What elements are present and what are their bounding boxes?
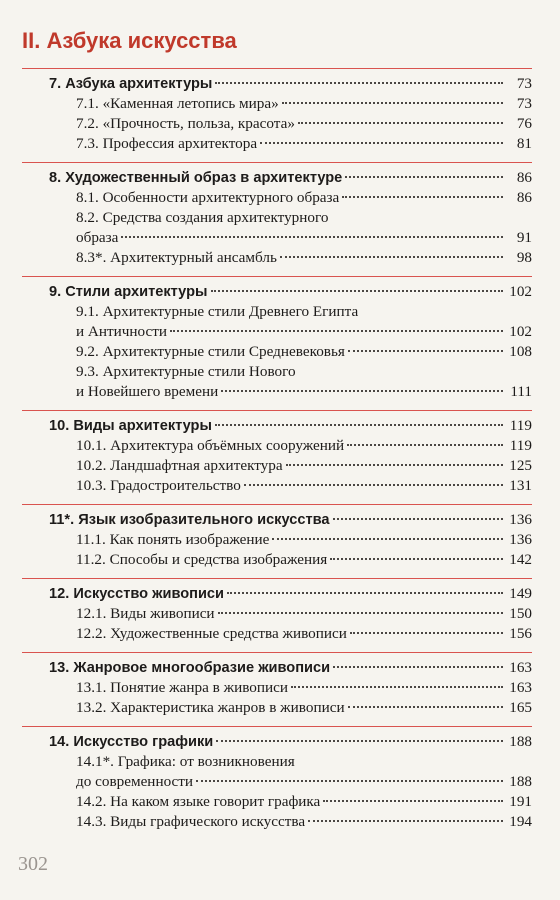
leader-dots	[350, 632, 503, 634]
chapter-block	[22, 578, 532, 652]
section-page: 191	[509, 793, 532, 810]
section-entry	[22, 812, 532, 832]
table-of-contents	[22, 68, 532, 840]
section-title: 10.1. Архитектура объёмных сооружений	[76, 437, 345, 454]
leader-dots	[215, 82, 503, 84]
chapter-title: 8. Художественный образ в архитектуре	[49, 170, 343, 186]
leader-dots	[227, 592, 503, 594]
chapter-entry	[22, 416, 532, 436]
section-entry	[22, 322, 532, 342]
chapter-entry	[22, 168, 532, 188]
leader-dots	[215, 424, 503, 426]
chapter-entry	[22, 658, 532, 678]
chapter-page: 86	[516, 169, 532, 186]
section-title: 11.2. Способы и средства изображения	[76, 551, 328, 568]
leader-dots	[216, 740, 503, 742]
chapter-page: 149	[509, 585, 532, 602]
leader-dots	[280, 256, 503, 258]
section-entry	[22, 530, 532, 550]
section-page: 86	[516, 189, 532, 206]
section-page: 73	[516, 95, 532, 112]
section-page: 188	[509, 773, 532, 790]
leader-dots	[298, 122, 503, 124]
chapter-title: 10. Виды архитектуры	[49, 418, 212, 434]
leader-dots	[348, 706, 503, 708]
chapter-title: 12. Искусство живописи	[49, 586, 225, 602]
section-title: 14.3. Виды графического искусства	[76, 813, 306, 830]
section-page: 98	[516, 249, 532, 266]
section-title-line: 8.2. Средства создания архитектурного	[76, 209, 329, 226]
section-page: 111	[510, 383, 532, 400]
leader-dots	[333, 666, 503, 668]
chapter-block	[22, 726, 532, 840]
chapter-page: 102	[509, 283, 532, 300]
chapter-entry	[22, 732, 532, 752]
section-title-line: 14.1*. Графика: от возникновения	[76, 753, 295, 770]
chapter-page: 163	[509, 659, 532, 676]
section-title: до современности	[76, 773, 194, 790]
chapter-title: 9. Стили архитектуры	[49, 284, 208, 300]
section-entry	[22, 604, 532, 624]
chapter-block	[22, 410, 532, 504]
leader-dots	[282, 102, 503, 104]
section-title: 7.2. «Прочность, польза, красота»	[76, 115, 295, 132]
section-title: 12.2. Художественные средства живописи	[76, 625, 347, 642]
section-title: и Античности	[76, 323, 168, 340]
section-page: 119	[509, 437, 532, 454]
section-entry	[22, 436, 532, 456]
section-page: 131	[509, 477, 532, 494]
section-page: 165	[509, 699, 532, 716]
section-entry	[22, 792, 532, 812]
section-page: 150	[509, 605, 532, 622]
leader-dots	[342, 196, 503, 198]
section-page: 136	[509, 531, 532, 548]
section-entry	[22, 698, 532, 718]
section-page: 91	[516, 229, 532, 246]
section-entry	[22, 382, 532, 402]
section-page: 108	[509, 343, 532, 360]
section-entry	[22, 772, 532, 792]
chapter-page: 73	[516, 75, 532, 92]
section-title: 7.3. Профессия архитектора	[76, 135, 258, 152]
section-page: 125	[509, 457, 532, 474]
section-title: 8.3*. Архитектурный ансамбль	[76, 249, 277, 266]
section-page: 194	[509, 813, 532, 830]
section-title: 7.1. «Каменная летопись мира»	[76, 95, 279, 112]
section-entry	[22, 228, 532, 248]
part-title: II. Азбука искусства	[22, 28, 237, 53]
section-title: 11.1. Как понять изображение	[76, 531, 270, 548]
chapter-entry	[22, 510, 532, 530]
section-entry	[22, 248, 532, 268]
leader-dots	[211, 290, 504, 292]
leader-dots	[347, 444, 503, 446]
leader-dots	[308, 820, 503, 822]
chapter-page: 119	[509, 417, 532, 434]
leader-dots	[260, 142, 503, 144]
leader-dots	[323, 800, 503, 802]
leader-dots	[330, 558, 503, 560]
section-title: образа	[76, 229, 119, 246]
chapter-title: 14. Искусство графики	[49, 734, 214, 750]
section-entry	[22, 342, 532, 362]
leader-dots	[196, 780, 503, 782]
section-page: 163	[509, 679, 532, 696]
section-title: и Новейшего времени	[76, 383, 219, 400]
section-entry	[22, 678, 532, 698]
leader-dots	[218, 612, 503, 614]
section-title: 13.1. Понятие жанра в живописи	[76, 679, 289, 696]
section-page: 142	[509, 551, 532, 568]
section-entry	[22, 476, 532, 496]
chapter-title: 7. Азбука архитектуры	[49, 76, 213, 92]
chapter-block	[22, 162, 532, 276]
section-title: 14.2. На каком языке говорит графика	[76, 793, 321, 810]
page-number: 302	[18, 853, 48, 875]
leader-dots	[221, 390, 503, 392]
section-entry	[22, 188, 532, 208]
chapter-page: 188	[509, 733, 532, 750]
section-title: 10.2. Ландшафтная архитектура	[76, 457, 283, 474]
leader-dots	[348, 350, 503, 352]
section-page: 76	[516, 115, 532, 132]
section-entry	[22, 550, 532, 570]
chapter-title: 13. Жанровое многообразие живописи	[49, 660, 331, 676]
leader-dots	[345, 176, 503, 178]
leader-dots	[244, 484, 503, 486]
section-title: 9.2. Архитектурные стили Средневековья	[76, 343, 345, 360]
chapter-entry	[22, 282, 532, 302]
section-title: 8.1. Особенности архитектурного образа	[76, 189, 340, 206]
section-page: 156	[509, 625, 532, 642]
section-title-line: 9.3. Архитектурные стили Нового	[76, 363, 296, 380]
chapter-page: 136	[509, 511, 532, 528]
leader-dots	[291, 686, 503, 688]
chapter-block	[22, 504, 532, 578]
leader-dots	[333, 518, 503, 520]
section-title-line: 9.1. Архитектурные стили Древнего Египта	[76, 303, 359, 320]
section-title: 13.2. Характеристика жанров в живописи	[76, 699, 345, 716]
chapter-title: 11*. Язык изобразительного искусства	[49, 512, 330, 528]
section-page: 102	[509, 323, 532, 340]
section-title: 10.3. Градостроительство	[76, 477, 241, 494]
chapter-entry	[22, 584, 532, 604]
chapter-entry	[22, 74, 532, 94]
section-page: 81	[516, 135, 532, 152]
section-title: 12.1. Виды живописи	[76, 605, 215, 622]
section-entry	[22, 94, 532, 114]
chapter-block	[22, 652, 532, 726]
section-entry	[22, 134, 532, 154]
section-entry	[22, 624, 532, 644]
leader-dots	[286, 464, 503, 466]
leader-dots	[272, 538, 503, 540]
section-entry	[22, 456, 532, 476]
leader-dots	[121, 236, 503, 238]
chapter-block	[22, 276, 532, 410]
section-entry	[22, 114, 532, 134]
chapter-block	[22, 68, 532, 162]
leader-dots	[170, 330, 503, 332]
